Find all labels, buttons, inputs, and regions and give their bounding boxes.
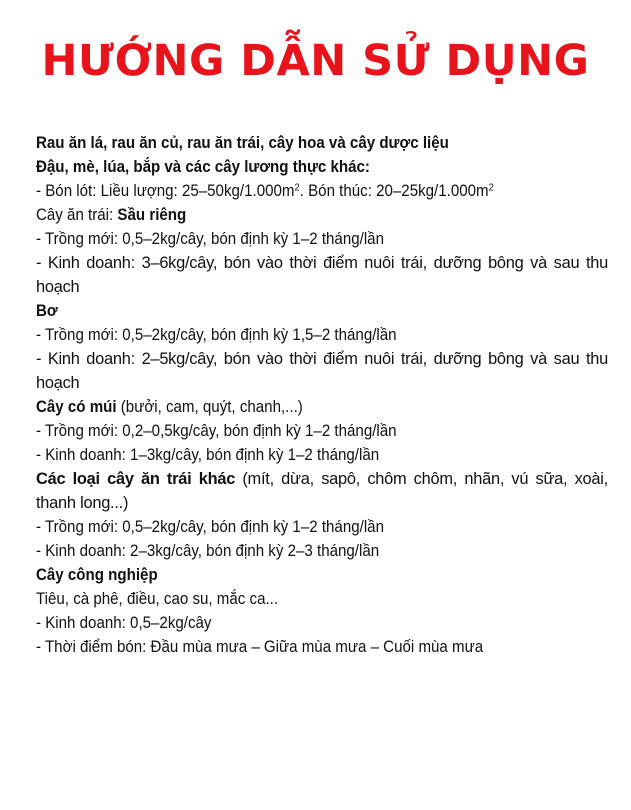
citrus-business: - Kinh doanh: 1–3kg/cây, bón định kỳ 1–2 tháng/lần — [36, 445, 380, 464]
avocado-new-planting: - Trồng mới: 0,5–2kg/cây, bón định kỳ 1,5–2 tháng/lần — [36, 325, 397, 344]
other-fruit-business: - Kinh doanh: 2–3kg/cây, bón định kỳ 2–3 tháng/lần — [36, 541, 380, 560]
durian-label: Sầu riêng — [117, 205, 187, 224]
industrial-crops-heading: Cây công nghiệp — [36, 565, 158, 584]
usage-instructions — [36, 131, 608, 659]
crop-group-vegetables: Rau ăn lá, rau ăn củ, rau ăn trái, cây hoa và cây dược liệu — [36, 133, 449, 152]
industrial-timing: - Thời điểm bón: Đầu mùa mưa – Giữa mùa mưa – Cuối mùa mưa — [36, 637, 484, 656]
citrus-new-planting: - Trồng mới: 0,2–0,5kg/cây, bón định kỳ 1–2 tháng/lần — [36, 421, 397, 440]
avocado-heading: Bơ — [36, 301, 58, 320]
dosage-line: - Bón lót: Liều lượng: $25-50kg/1.000m^2$. Bón thúc: $20-25kg/1.000m^2$ — [36, 181, 494, 200]
other-fruit-heading: Các loại cây ăn trái khác (mít, dừa, sapô, chôm chôm, nhãn, vú sữa, xoài, thanh long...) — [36, 470, 608, 512]
durian-business: - Kinh doanh: 3–6kg/cây, bón vào thời điểm nuôi trái, dưỡng bông và sau thu hoạch — [36, 254, 608, 296]
durian-new-planting: - Trồng mới: 0,5–2kg/cây, bón định kỳ 1–2 tháng/lần — [36, 229, 384, 248]
crop-group-food-crops: Đậu, mè, lúa, bắp và các cây lương thực khác: — [36, 157, 370, 176]
citrus-heading: Cây có múi (bưởi, cam, quýt, chanh,...) — [36, 397, 303, 416]
industrial-business: - Kinh doanh: 0,5–2kg/cây — [36, 613, 212, 632]
other-fruit-new-planting: - Trồng mới: 0,5–2kg/cây, bón định kỳ 1–2 tháng/lần — [36, 517, 384, 536]
page-title: HƯỚNG DẪN SỬ DỤNG — [41, 36, 590, 86]
fruit-tree-heading: Cây ăn trái: Sầu riêng — [36, 205, 187, 224]
avocado-business: - Kinh doanh: 2–5kg/cây, bón vào thời điểm nuôi trái, dưỡng bông và sau thu hoạch — [36, 350, 608, 392]
industrial-crops-list: Tiêu, cà phê, điều, cao su, mắc ca... — [36, 589, 279, 608]
